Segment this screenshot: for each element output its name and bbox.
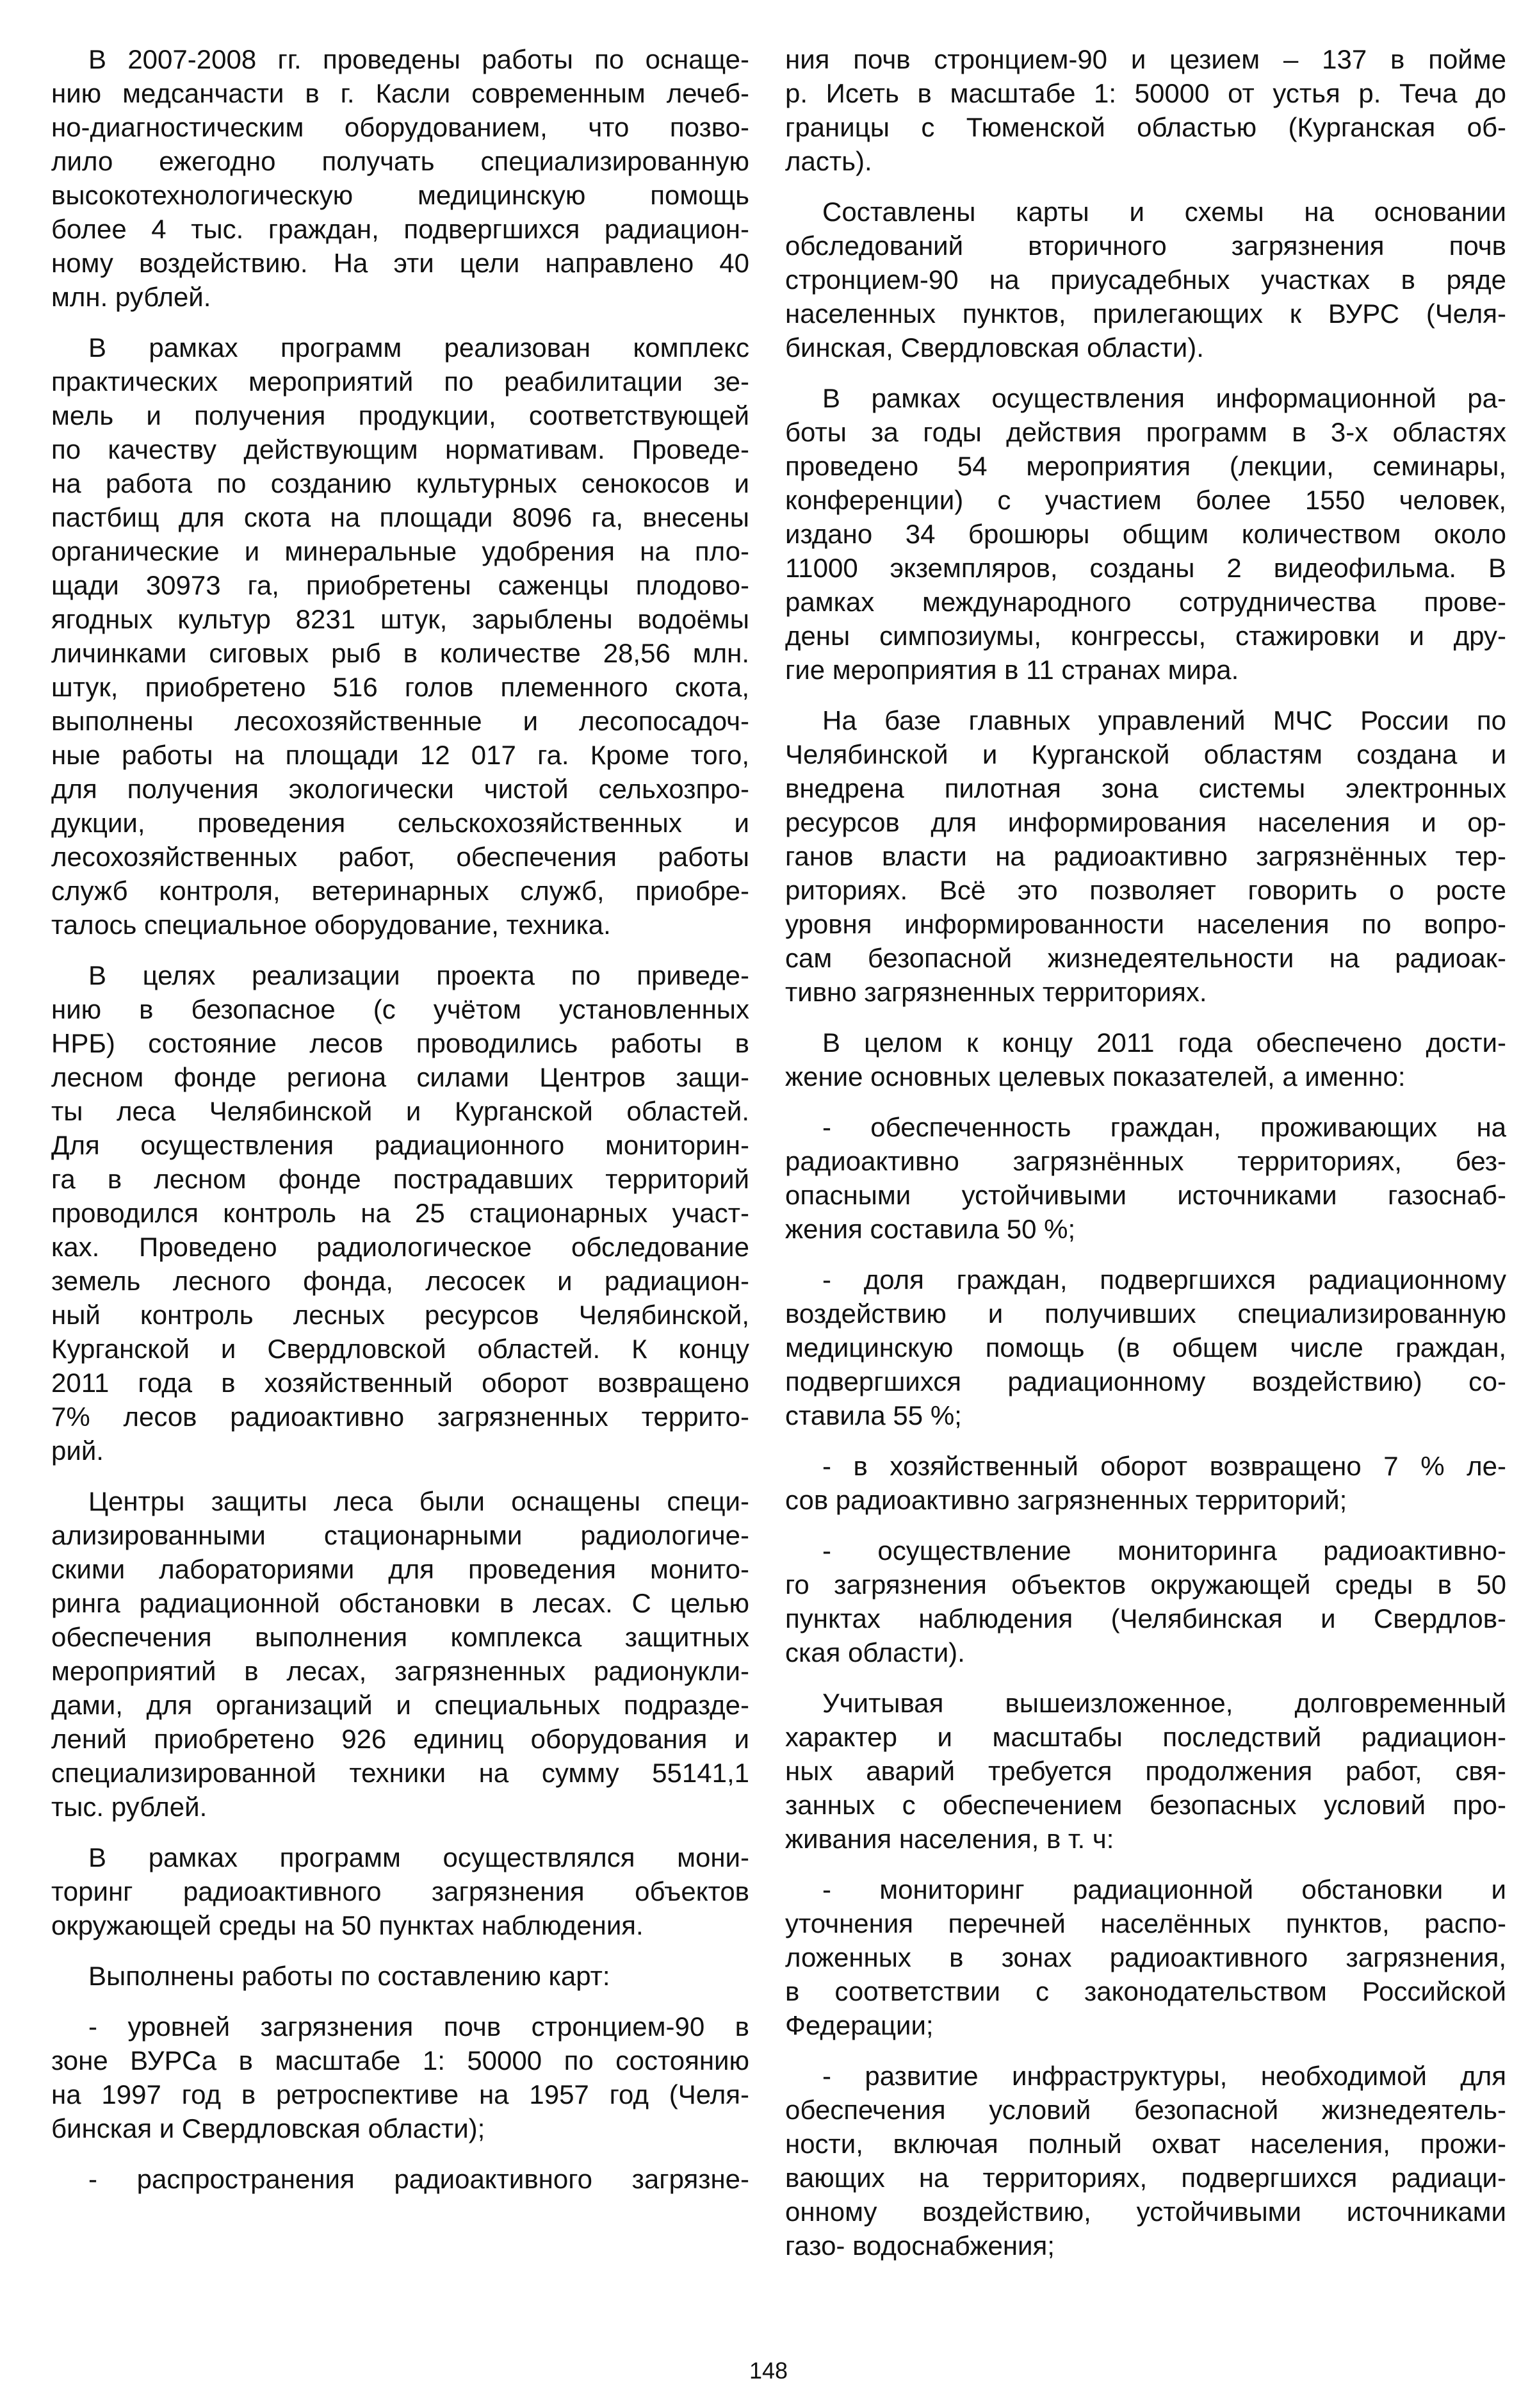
text-line: скими лабораториями для проведения монито- [51,1554,749,1584]
text-line: штук, приобретено 516 голов племенного скота, [51,672,749,702]
paragraph [51,1959,749,1993]
text-line: обеспечения выполнения комплекса защитных [51,1622,749,1652]
text-line: лило ежегодно получать специализированную [51,146,749,176]
text-line: талось специальное оборудование, техника. [51,910,611,940]
text-line: дукции, проведения сельскохозяйственных и [51,808,749,838]
text-line: уровня информированности населения по вопро- [785,909,1506,939]
paragraph [785,1686,1506,1856]
text-line: ская области). [785,1637,965,1667]
text-line: - распространения радиоактивного загрязне- [88,2164,749,2194]
text-line: внедрена пилотная зона системы электронных [785,773,1506,803]
text-line: радиоактивно загрязнённых территориях, без- [785,1146,1506,1176]
text-line: личинками сиговых рыб в количестве 28,56 млн. [51,638,749,668]
text-line: - в хозяйственный оборот возвращено 7 % ле- [822,1451,1506,1481]
paragraph [785,2059,1506,2263]
text-line: пастбищ для скота на площади 8096 га, внесены [51,502,749,532]
text-line: В рамках программ осуществлялся мони- [88,1842,749,1872]
text-line: служб контроля, ветеринарных служб, приобре- [51,876,749,906]
text-line: торинг радиоактивного загрязнения объектов [51,1876,749,1906]
text-line: зоне ВУРСа в масштабе 1: 50000 по состоянию [51,2045,749,2076]
page-number: 148 [749,2357,788,2384]
paragraph [785,1110,1506,1246]
paragraph [51,2162,749,2196]
text-line: На базе главных управлений МЧС России по [822,705,1506,735]
text-line: ганов власти на радиоактивно загрязнённых тер- [785,841,1506,871]
text-line: ные работы на площади 12 017 га. Кроме того, [51,740,749,770]
text-line: В 2007-2008 гг. проведены работы по оснаще- [88,44,749,74]
text-line: 11000 экземпляров, созданы 2 видеофильма. В [785,553,1506,583]
text-line: сов радиоактивно загрязненных территорий; [785,1485,1347,1515]
text-line: р. Исеть в масштабе 1: 50000 от устья р. Теча до [785,78,1506,108]
text-line: Курганской и Свердловской областей. К концу [51,1334,749,1364]
text-line: - доля граждан, подвергшихся радиационному [822,1265,1506,1295]
text-line: - развитие инфраструктуры, необходимой для [822,2061,1506,2091]
text-line: ласть). [785,146,872,176]
text-line: ты леса Челябинской и Курганской областей. [51,1096,749,1126]
text-line: занных с обеспечением безопасных условий про- [785,1790,1506,1820]
text-line: земель лесного фонда, лесосек и радиацион- [51,1266,749,1296]
text-line: дены симпозиумы, конгрессы, стажировки и дру- [785,621,1506,651]
text-line: НРБ) состояние лесов проводились работы в [51,1028,749,1058]
text-line: живания населения, в т. ч: [785,1824,1114,1854]
text-line: Для осуществления радиационного мониторин- [51,1130,749,1160]
text-line: млн. рублей. [51,282,211,312]
text-line: сам безопасной жизнедеятельности на радиоак- [785,943,1506,973]
text-line: лесохозяйственных работ, обеспечения работы [51,842,749,872]
left-text-column [51,42,749,2213]
text-line: бинская, Свердловская области). [785,332,1204,363]
text-line: ках. Проведено радиологическое обследование [51,1232,749,1262]
text-line: стронцием-90 на приусадебных участках в ряде [785,265,1506,295]
text-line: га в лесном фонде пострадавших территорий [51,1164,749,1194]
text-line: - осуществление мониторинга радиоактивно- [822,1536,1506,1566]
text-line: мероприятий в лесах, загрязненных радионукли- [51,1656,749,1686]
text-line: 7% лесов радиоактивно загрязненных террито- [51,1402,749,1432]
text-line: Учитывая вышеизложенное, долговременный [822,1688,1506,1718]
text-line: для получения экологически чистой сельхозпро- [51,774,749,804]
text-line: онному воздействию, устойчивыми источниками [785,2197,1506,2227]
right-text-column [785,42,1506,2279]
text-line: проводился контроль на 25 стационарных участ- [51,1198,749,1228]
text-line: органические и минеральные удобрения на пло- [51,536,749,566]
text-line: обеспечения условий безопасной жизнедеятель- [785,2095,1506,2125]
text-line: медицинскую помощь (в общем числе граждан, [785,1332,1506,1363]
paragraph [51,958,749,1468]
text-line: - мониторинг радиационной обстановки и [822,1874,1506,1904]
text-line: ставила 55 %; [785,1400,962,1430]
text-line: дами, для организаций и специальных подразде- [51,1690,749,1720]
text-line: рамках международного сотрудничества прове- [785,587,1506,617]
text-line: В рамках осуществления информационной ра- [822,383,1506,413]
text-line: лесном фонде региона силами Центров защи- [51,1062,749,1092]
text-line: гие мероприятия в 11 странах мира. [785,655,1239,685]
text-line: Центры защиты леса были оснащены специ- [88,1486,749,1516]
text-line: ринга радиационной обстановки в лесах. С целью [51,1588,749,1618]
text-line: но-диагностическим оборудованием, что позво- [51,112,749,142]
paragraph [51,331,749,942]
paragraph [785,1026,1506,1093]
text-line: рий. [51,1436,104,1466]
text-line: более 4 тыс. граждан, подвергшихся радиацион- [51,214,749,244]
text-line: ному воздействию. На эти цели направлено 40 [51,248,749,278]
text-line: бинская и Свердловская области); [51,2113,485,2143]
text-line: Федерации; [785,2010,934,2040]
text-line: В рамках программ реализован комплекс [88,332,749,363]
text-line: обследований вторичного загрязнения почв [785,231,1506,261]
text-line: ности, включая полный охват населения, прожи- [785,2129,1506,2159]
paragraph [785,1534,1506,1669]
text-line: пунктах наблюдения (Челябинская и Свердлов- [785,1603,1506,1634]
paragraph [785,1872,1506,2042]
text-line: щади 30973 га, приобретены саженцы плодово- [51,570,749,600]
text-line: Составлены карты и схемы на основании [822,197,1506,227]
text-line: выполнены лесохозяйственные и лесопосадоч- [51,706,749,736]
paragraph [51,2010,749,2145]
text-line: тыс. рублей. [51,1792,207,1822]
text-line: нию в безопасное (с учётом установленных [51,994,749,1024]
paragraph [51,1840,749,1942]
text-line: воздействию и получивших специализированную [785,1298,1506,1329]
text-line: 2011 года в хозяйственный оборот возвращено [51,1368,749,1398]
text-line: высокотехнологическую медицинскую помощь [51,180,749,210]
text-line: вающих на территориях, подвергшихся радиаци- [785,2163,1506,2193]
text-line: границы с Тюменской областью (Курганская об- [785,112,1506,142]
text-line: ализированными стационарными радиологиче- [51,1520,749,1550]
text-line: в соответствии с законодательством Российской [785,1976,1506,2006]
text-line: ягодных культур 8231 штук, зарыблены водоёмы [51,604,749,634]
text-line: подвергшихся радиационному воздействию) со- [785,1366,1506,1396]
text-line: ный контроль лесных ресурсов Челябинской, [51,1300,749,1330]
paragraph [785,381,1506,687]
text-line: окружающей среды на 50 пунктах наблюдения. [51,1910,644,1940]
text-line: В целом к концу 2011 года обеспечено дости- [822,1028,1506,1058]
text-line: жения составила 50 %; [785,1214,1076,1244]
paragraph [785,42,1506,178]
text-line: на работа по созданию культурных сенокосов и [51,468,749,498]
text-line: жение основных целевых показателей, а именно: [785,1061,1406,1092]
text-line: В целях реализации проекта по приведе- [88,960,749,990]
text-line: го загрязнения объектов окружающей среды в 50 [785,1569,1506,1600]
text-line: практических мероприятий по реабилитации зе- [51,366,749,397]
paragraph [51,1484,749,1824]
text-line: издано 34 брошюры общим количеством около [785,519,1506,549]
paragraph [785,195,1506,364]
text-line: уточнения перечней населённых пунктов, распо- [785,1908,1506,1938]
paragraph [785,1263,1506,1432]
text-line: на 1997 год в ретроспективе на 1957 год (Челя- [51,2079,749,2109]
text-line: нию медсанчасти в г. Касли современным лечеб- [51,78,749,108]
text-line: по качеству действующим нормативам. Проведе- [51,434,749,464]
text-line: боты за годы действия программ в 3-х областях [785,417,1506,447]
text-line: тивно загрязненных территориях. [785,977,1207,1007]
text-line: ния почв стронцием-90 и цезием – 137 в пойме [785,44,1506,74]
text-line: специализированной техники на сумму 55141,1 [51,1758,749,1788]
text-line: опасными устойчивыми источниками газоснаб- [785,1180,1506,1210]
text-line: риториях. Всё это позволяет говорить о росте [785,875,1506,905]
text-line: конференции) с участием более 1550 человек, [785,485,1506,515]
text-line: ложенных в зонах радиоактивного загрязнения, [785,1942,1506,1972]
text-line: мель и получения продукции, соответствующей [51,400,749,430]
text-line: газо- водоснабжения; [785,2231,1055,2261]
text-line: - обеспеченность граждан, проживающих на [822,1112,1506,1142]
text-line: - уровней загрязнения почв стронцием-90 в [88,2011,749,2042]
paragraph [51,42,749,314]
text-line: Челябинской и Курганской областям создана и [785,739,1506,769]
text-line: Выполнены работы по составлению карт: [88,1961,610,1991]
text-line: лений приобретено 926 единиц оборудования и [51,1724,749,1754]
text-line: ресурсов для информирования населения и ор- [785,807,1506,837]
paragraph [785,703,1506,1009]
text-line: населенных пунктов, прилегающих к ВУРС (Челя- [785,299,1506,329]
text-line: характер и масштабы последствий радиацион- [785,1722,1506,1752]
paragraph [785,1449,1506,1517]
text-line: ных аварий требуется продолжения работ, свя- [785,1756,1506,1786]
text-line: проведено 54 мероприятия (лекции, семинары, [785,451,1506,481]
